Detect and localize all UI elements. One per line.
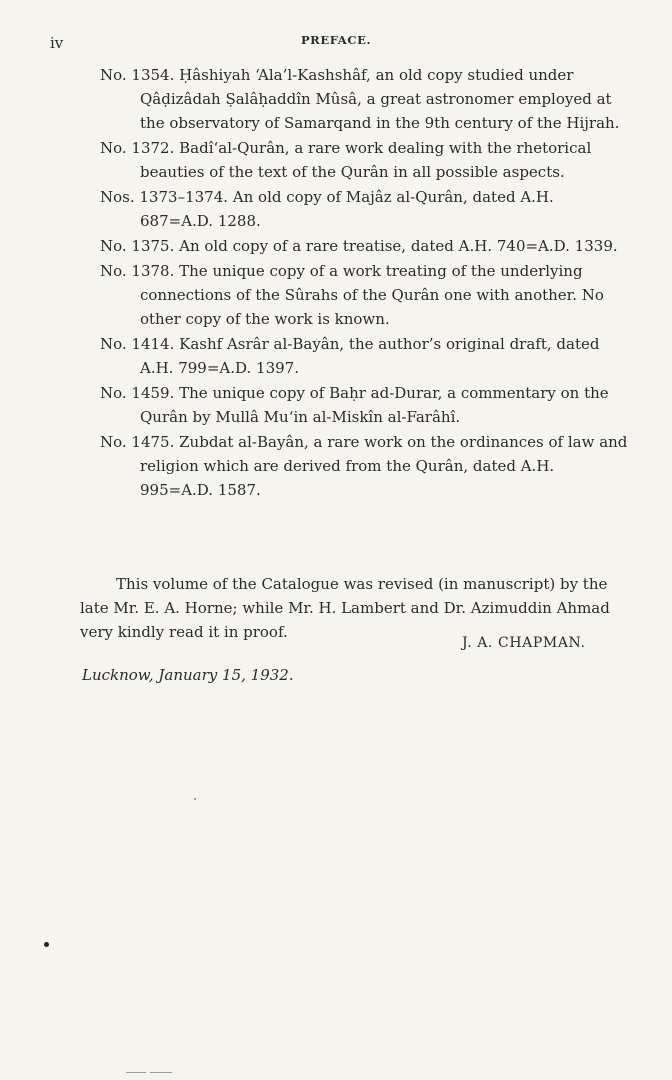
page-number: iv	[50, 34, 64, 52]
ink-speck	[44, 942, 49, 947]
signature: J. A. CHAPMAN.	[462, 635, 586, 651]
smudge-mark	[126, 1072, 146, 1073]
list-item: No. 1378. The unique copy of a work treating of the underlying connections of the Sûrahs of the Qurân one with another. No other copy of the work is known.	[100, 262, 604, 328]
list-item: No. 1459. The unique copy of Baḥr ad-Durar, a commentary on the Qurân by Mullâ Mu‘in al-Miskîn al-Farâhî.	[100, 384, 609, 426]
manuscript-list	[100, 63, 630, 503]
list-item: No. 1372. Badî‘al-Qurân, a rare work dealing with the rhetorical beauties of the text of the Qurân in all possible aspects.	[100, 139, 592, 181]
dateline: Lucknow, January 15, 1932.	[82, 666, 294, 684]
smudge-mark	[150, 1072, 172, 1073]
list-item: No. 1354. Ḥâshiyah ‘Ala’l-Kashshâf, an old copy studied under Qâḍizâdah Ṣalâḥaddîn Mûsâ, a great astronomer employed at the observatory of Samarqand in the 9th century of the Hijrah.	[100, 66, 620, 132]
list-item: No. 1375. An old copy of a rare treatise, dated A.H. 740=A.D. 1339.	[100, 237, 618, 255]
list-item: Nos. 1373–1374. An old copy of Majâz al-Qurân, dated A.H. 687=A.D. 1288.	[100, 188, 554, 230]
list-item: No. 1475. Zubdat al-Bayân, a rare work on the ordinances of law and religion which are derived from the Qurân, dated A.H. 995=A.D. 1587.	[100, 433, 628, 499]
running-head: PREFACE.	[300, 33, 372, 47]
list-item: No. 1414. Kashf Asrâr al-Bayân, the author’s original draft, dated A.H. 799=A.D. 1397.	[100, 335, 600, 377]
closing-paragraph: This volume of the Catalogue was revised (in manuscript) by the late Mr. E. A. Horne; while Mr. H. Lambert and Dr. Azimuddin Ahmad very kindly read it in proof.	[80, 575, 610, 641]
ink-speck	[194, 798, 196, 800]
